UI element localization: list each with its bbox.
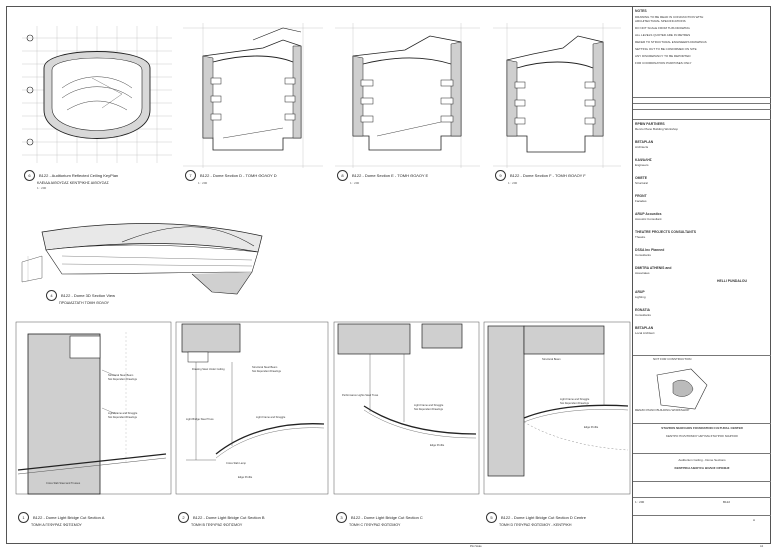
team-name: Local Architect xyxy=(635,331,655,335)
annotation-text: Drawing Steel Under Ceiling xyxy=(192,368,225,371)
annotation-text: Structural Beam xyxy=(542,358,561,361)
team-name: Associates xyxy=(635,271,650,275)
team-role: RPBW PARTNERS xyxy=(635,122,665,126)
team-name: Lighting xyxy=(635,295,646,299)
team-role: BETAPLAN xyxy=(635,140,654,144)
team-role: THEATRE PROJECTS CONSULTANTS xyxy=(635,230,697,234)
note-line: DO NOT SCALE FROM THIS DRAWING xyxy=(635,26,690,30)
drawing-title: B122 - Dome Light Bridge Cut Section D Centre xyxy=(501,515,586,520)
team-role: BETAPLAN xyxy=(635,326,654,330)
drawing-number: 7 xyxy=(185,170,196,181)
drawing-scale: 1 : 200 xyxy=(508,181,518,185)
drawing-title: B122 - Dome Section F - TOMH ΘΟΛΟΥ F xyxy=(510,173,586,178)
site-keyplan-svg xyxy=(651,365,711,413)
note-line: DRAWING TO BE READ IN CONJUNCTION WITH xyxy=(635,15,704,19)
team-name: Consultants xyxy=(635,313,651,317)
drawing-title: B122 - Dome 3D Section View xyxy=(61,293,115,298)
caption-drawing-5 xyxy=(486,512,586,528)
drawing-scale: 1 : 200 xyxy=(37,186,47,190)
team-role: EGNATIA xyxy=(635,308,651,312)
title-block xyxy=(632,7,771,543)
drawing-title: B122 - Auditorium Reflected Ceiling KeyPlan xyxy=(39,173,119,178)
plot-scale-label: Plot Scale xyxy=(470,545,482,548)
team-role: HELLI PUNDALOU xyxy=(717,279,747,283)
notes-header: NOTES xyxy=(635,9,647,13)
team-role: ARUP xyxy=(635,290,645,294)
team-name: Facades xyxy=(635,199,647,203)
annotation-text: Not Dependent Drawings xyxy=(252,370,281,373)
note-line: ALL LEVELS QUOTED ARE IN METRES xyxy=(635,33,691,37)
client-label: RENZO PIANO BUILDING WORKSHOP xyxy=(635,408,690,412)
team-name: Acoustic Consultant xyxy=(635,217,662,221)
drawing-number-label: B122 xyxy=(723,500,731,504)
drawing-dome-section-e xyxy=(335,18,480,200)
bridge-section-d-svg xyxy=(484,322,630,534)
caption-drawing-3 xyxy=(336,512,423,528)
drawing-scale: 1 : 200 xyxy=(350,181,360,185)
caption-drawing-9 xyxy=(495,170,586,186)
team-role: DIMITRA ATHENIS and xyxy=(635,266,672,270)
caption-drawing-2 xyxy=(178,512,265,528)
team-role: DSSA Inc Planned xyxy=(635,248,665,252)
drawing-bridge-section-d-centre xyxy=(484,322,630,534)
annotation-text: Edge Profile xyxy=(584,426,599,429)
caption-drawing-4 xyxy=(46,290,115,306)
drawing-dome-3d-section xyxy=(22,212,282,312)
team-role: ΚΑΨΑΛΗΣ xyxy=(635,158,652,162)
drawing-scale-label: 1 : 200 xyxy=(635,500,645,504)
annotation-text: Not Dependent Drawings xyxy=(108,378,137,381)
team-role: ARUP Acoustics xyxy=(635,212,662,216)
team-name: Structural xyxy=(635,181,648,185)
project-title-gr: ΚΕΝΤΡΟ ΠΟΛΙΤΙΣΜΟΥ ΙΔΡΥΜΑ ΣΤΑΥΡΟΣ ΝΙΑΡΧΟΣ xyxy=(666,434,738,438)
drawing-title: B122 - Dome Light Bridge Cut Section B xyxy=(193,515,265,520)
drawing-subtitle: ΠΡΟΔΙΑΣΤΑΤΗ TOMH ΘΟΛΟΥ xyxy=(59,301,110,305)
drawing-subtitle: TOMH A ΓΕΦΥΡΑΣ ΦΩΤΙΣΜΟΥ xyxy=(31,523,82,527)
team-name: Architects xyxy=(635,145,649,149)
note-line: REFER TO STRUCTURAL ENGINEERS DRAWINGS xyxy=(635,40,707,44)
drawing-ceiling-keyplan xyxy=(22,18,172,200)
annotation-text: Edge Profile xyxy=(238,476,253,479)
annotation-text: Cross Slab Steel and Trusses xyxy=(46,482,81,485)
drawing-scale: 1 : 200 xyxy=(198,181,208,185)
drawing-bridge-section-a xyxy=(16,322,171,534)
drawing-title: B122 - Dome Section E - TOMH ΘΟΛΟΥ E xyxy=(352,173,429,178)
bridge-section-c-svg xyxy=(334,322,479,534)
annotation-text: Light Frame and Struggle xyxy=(560,398,590,401)
team-role: FRONT xyxy=(635,194,647,198)
team-name: Engineers xyxy=(635,163,649,167)
annotation-text: Light Bridge Steel Truss xyxy=(186,418,214,421)
drawing-number: 1 xyxy=(18,512,29,523)
drawing-title-en: Auditorium Ceiling - Dome Sections xyxy=(678,458,726,462)
annotation-text: Performance Lights Steel Truss xyxy=(342,394,379,397)
drawing-number: 9 xyxy=(495,170,506,181)
drawing-subtitle: TOMH D ΓΕΦΥΡΑΣ ΦΩΤΙΣΜΟΥ - ΚΕΝΤΡΙΚΗ xyxy=(499,523,572,527)
drawing-dome-section-d xyxy=(183,18,323,200)
drawing-number: 4 xyxy=(46,290,57,301)
annotation-text: Structural Steel Beam xyxy=(108,374,134,377)
drawing-title: B122 - Dome Section D - TOMH ΘΟΛΟΥ D xyxy=(200,173,277,178)
drawing-title: B122 - Dome Light Bridge Cut Section C xyxy=(351,515,423,520)
drawing-number: 8 xyxy=(337,170,348,181)
drawing-bridge-section-b xyxy=(176,322,328,534)
drawing-subtitle: TOMH B ΓΕΦΥΡΑΣ ΦΩΤΙΣΜΟΥ xyxy=(191,523,243,527)
annotation-text: Light/Frame and Struggle xyxy=(108,412,138,415)
drawing-number: 5 xyxy=(486,512,497,523)
annotation-text: Not Dependent Drawings xyxy=(108,416,137,419)
annotation-text: Edge Profile xyxy=(430,444,445,447)
drawing-title: B122 - Dome Light Bridge Cut Section A xyxy=(33,515,105,520)
drawing-subtitle: TOMH C ΓΕΦΥΡΑΣ ΦΩΤΙΣΜΟΥ xyxy=(349,523,401,527)
caption-drawing-7 xyxy=(185,170,277,186)
project-title: STAVROS NIARCHOS FOUNDATION CULTURAL CENTER xyxy=(661,426,743,430)
team-role: OMETE xyxy=(635,176,648,180)
caption-drawing-8 xyxy=(337,170,428,186)
bridge-section-a-svg xyxy=(16,322,171,534)
drawing-number: 2 xyxy=(178,512,189,523)
drawing-subtitle: ΚΛΕΙΔΑ ΑΙΘΟΥΣΑΣ ΚΕΝΤΡΙΚΗΣ ΑΙΘΟΥΣΑΣ xyxy=(37,181,109,185)
drawing-dome-section-f xyxy=(493,18,621,200)
drawing-bridge-section-c xyxy=(334,322,479,534)
drawing-title-gr: ΚΕΝΤΡΙΚΗ ΑΙΘΟΥΣΑ ΘΟΛΟΣ ΟΡΟΦΗΣ xyxy=(674,466,730,470)
revision-label: A xyxy=(753,518,756,522)
annotation-text: Not Dependent Drawings xyxy=(560,402,589,405)
annotation-text: Light Frame and Struggle xyxy=(414,404,444,407)
note-line: SETTING OUT TO BE CONFIRMED ON SITE xyxy=(635,47,697,51)
annotation-text: Light Frame and Struggle xyxy=(256,416,286,419)
annotation-text: Cross Slab Lamp xyxy=(226,462,246,465)
drawing-number: 3 xyxy=(336,512,347,523)
caption-drawing-6 xyxy=(24,170,118,191)
team-name: Theatre xyxy=(635,235,646,239)
bridge-section-b-svg xyxy=(176,322,328,534)
note-line: ARCHITECTURAL SPECIFICATIONS xyxy=(635,19,686,23)
caption-drawing-1 xyxy=(18,512,104,528)
note-line: FOR COORDINATION PURPOSES ONLY xyxy=(635,61,692,65)
annotation-text: Structural Steel Beam xyxy=(252,366,278,369)
construction-status: NOT FOR CONSTRUCTION xyxy=(653,357,692,361)
team-name: Consultants xyxy=(635,253,651,257)
drawing-number: 6 xyxy=(24,170,35,181)
paper-size-label: A1 xyxy=(760,545,764,548)
note-line: ANY DISCREPANCY TO BE REPORTED xyxy=(635,54,691,58)
annotation-text: Not Dependent Drawings xyxy=(414,408,443,411)
team-name: Renzo Piano Building Workshop xyxy=(635,127,678,131)
